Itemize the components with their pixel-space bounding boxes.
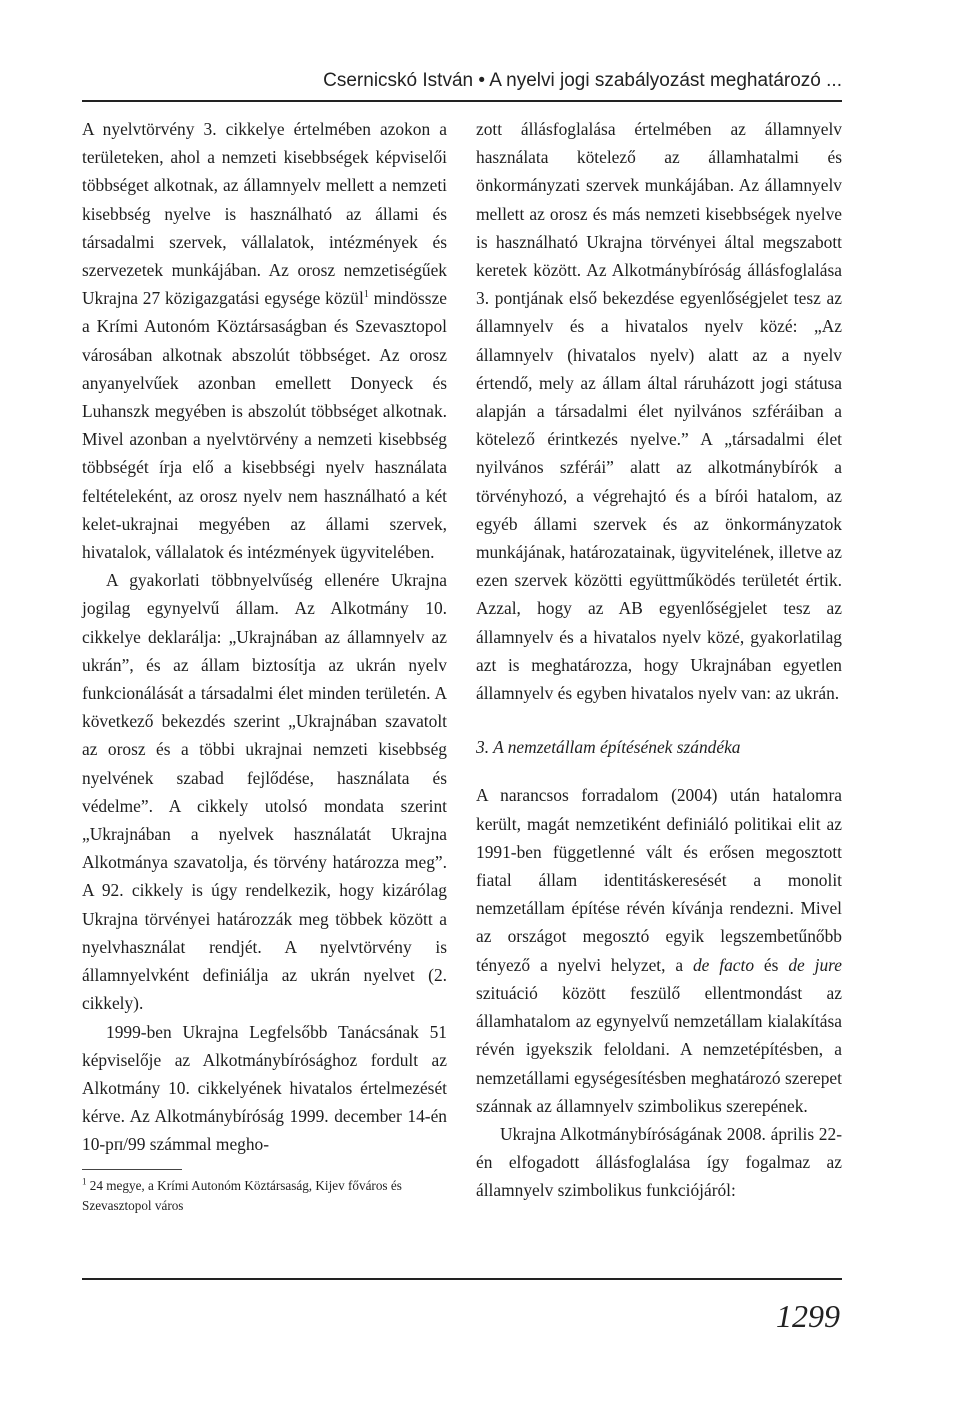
de-jure-term: de jure (788, 954, 842, 975)
right-column (476, 115, 842, 1205)
paragraph-3: 1999-ben Ukrajna Legfelsőbb Tanácsának 51 képviselője az Alkotmánybírósághoz fordult az Alkotmány 10. cikkelyének hivatalos értelmezését kérve. Az Alkotmánybíróság 1999. december 14-én 10-рп/99 számmal megho- (82, 1021, 447, 1155)
right-paragraph-2-a: A narancsos forradalom (2004) után hatalomra került, magát nemzetiként definiáló politikai elit az 1991-ben függetlenné vált és erősen megosztott fiatal állam identitáskeresését a monolit nemzetállam építése révén kívánja rendezni. Mivel az országot megosztó egyik legszembetűnőbb tényező a nyelvi helyzet, a (476, 785, 842, 975)
right-paragraph-2-b: szituáció között feszülő ellentmondást az államhatalom az egynyelvű nemzetállam kialakítása révén igyekszik feloldani. A nemzetépítésben, a nemzetállami egységesítésben meghatározó szerepet szánnak az államnyelv szimbolikus szerepének. (476, 982, 842, 1116)
footnote-marker: 1 (82, 1176, 87, 1187)
running-head: Csernicskó István • A nyelvi jogi szabályozást meghatározó ... (323, 70, 842, 91)
footnote (82, 1176, 447, 1216)
header-rule (82, 100, 842, 102)
right-paragraph-3: Ukrajna Alkotmánybíróságának 2008. április 22-én elfogadott állásfoglalása így fogalmaz az államnyelv szimbolikus funkciójáról: (476, 1123, 842, 1201)
right-paragraph-2 (476, 781, 842, 1119)
paragraph-1-cont: Az orosz nemzetiségűek Ukrajna 27 közigazgatási egysége közül (82, 260, 448, 309)
paragraph-1 (82, 115, 447, 566)
right-paragraph-1: zott állásfoglalása értelmében az államnyelv használata kötelező az államhatalmi és önkormányzati szervek munkájában. Az államnyelv mellett az orosz és más nemzeti kisebbségek nyelve is használható Ukrajna törvényei által megszabott keretek között. Az Alkotmánybíróság állásfoglalása 3. pontjának első bekezdése egyenlőségjelet tesz az államnyelv és a hivatalos nyelv közé: „Az államnyelv (hivatalos nyelv) alatt az a nyelv értendő, mely az állam által ráruházott jogi státusa alapján a társadalmi élet nyilvános szféráiban a kötelező érintkezés nyelve.” A „társadalmi élet nyilvános szférái” alatt az alkotmánybírók a törvényhozó, a végrehajtó és a bírói hatalom, az egyéb állami szervek és az önkormányzatok munkájának, határozatainak, ügyvitelének, illetve az ezen szervek közötti együttműködés területét értik. Azzal, hogy az AB egyenlőségjelet tesz az államnyelv és a hivatalos nyelv közé, gyakorlatilag azt is meghatározza, hogy Ukrajnában egyetlen államnyelv és egyben hivatalos nyelv van: az ukrán. (476, 119, 842, 704)
paragraph-1-cont-b: mindössze a Krími Autonóm Köztársaságban és Szevasztopol városában alkotnak abszolút többséget. Az orosz anyanyelvűek azonban emellett Donyeck és Luhanszk megyében is abszolút többséget alkotnak. Mivel azonban a nyelvtörvény a nemzeti kisebbség többségét írja elő a kisebbségi nyelv használata feltételeként, az orosz nyelv nem használható a két kelet-ukrajnai megyében az állami szervek, hivatalok, vállalatok és intézmények ügyvitelében. (82, 288, 448, 563)
section-heading: 3. A nemzetállam építésének szándéka (476, 737, 741, 758)
footnote-text: 24 megye, a Krími Autonóm Köztársaság, Kijev főváros és Szevasztopol város (82, 1177, 402, 1213)
page-number: 1299 (776, 1298, 840, 1334)
left-column (82, 115, 447, 1216)
footer-rule (82, 1278, 842, 1280)
paragraph-1-text: A nyelvtörvény 3. cikkelye értelmében azokon a területeken, ahol a nemzeti kisebbségek képviselői többséget alkotnak, az államnyelv mellett a nemzeti kisebbség nyelve is használható az állami és társadalmi szervek, vállalatok, intézmények és szervezetek munkájában. (82, 119, 447, 281)
paragraph-2: A gyakorlati többnyelvűség ellenére Ukrajna jogilag egynyelvű állam. Az Alkotmány 10. cikkelye deklarálja: „Ukrajnában az államnyelv az ukrán”, és az állam biztosítja az ukrán nyelv funkcionálását a társadalmi élet minden területén. A következő bekezdés szerint „Ukrajnában szavatolt az orosz és a többi ukrajnai nemzeti kisebbség nyelvének szabad fejlődése, használata és védelme”. A cikkely utolsó mondata szerint „Ukrajnában a nyelvek használatát Ukrajna Alkotmánya szavatolja, és törvény határozza meg”. A 92. cikkely is úgy rendelkezik, hogy kizárólag Ukrajna törvényei határozzák meg többek között a nyelvhasználat rendjét. A nyelvtörvény is államnyelvként definiálja az ukrán nyelvet (2. cikkely). (82, 570, 447, 1014)
de-facto-term: de facto (692, 954, 755, 975)
footnote-ref[interactable]: 1 (363, 289, 369, 301)
right-paragraph-2-mid: és (754, 954, 789, 975)
footnote-rule (82, 1169, 182, 1170)
